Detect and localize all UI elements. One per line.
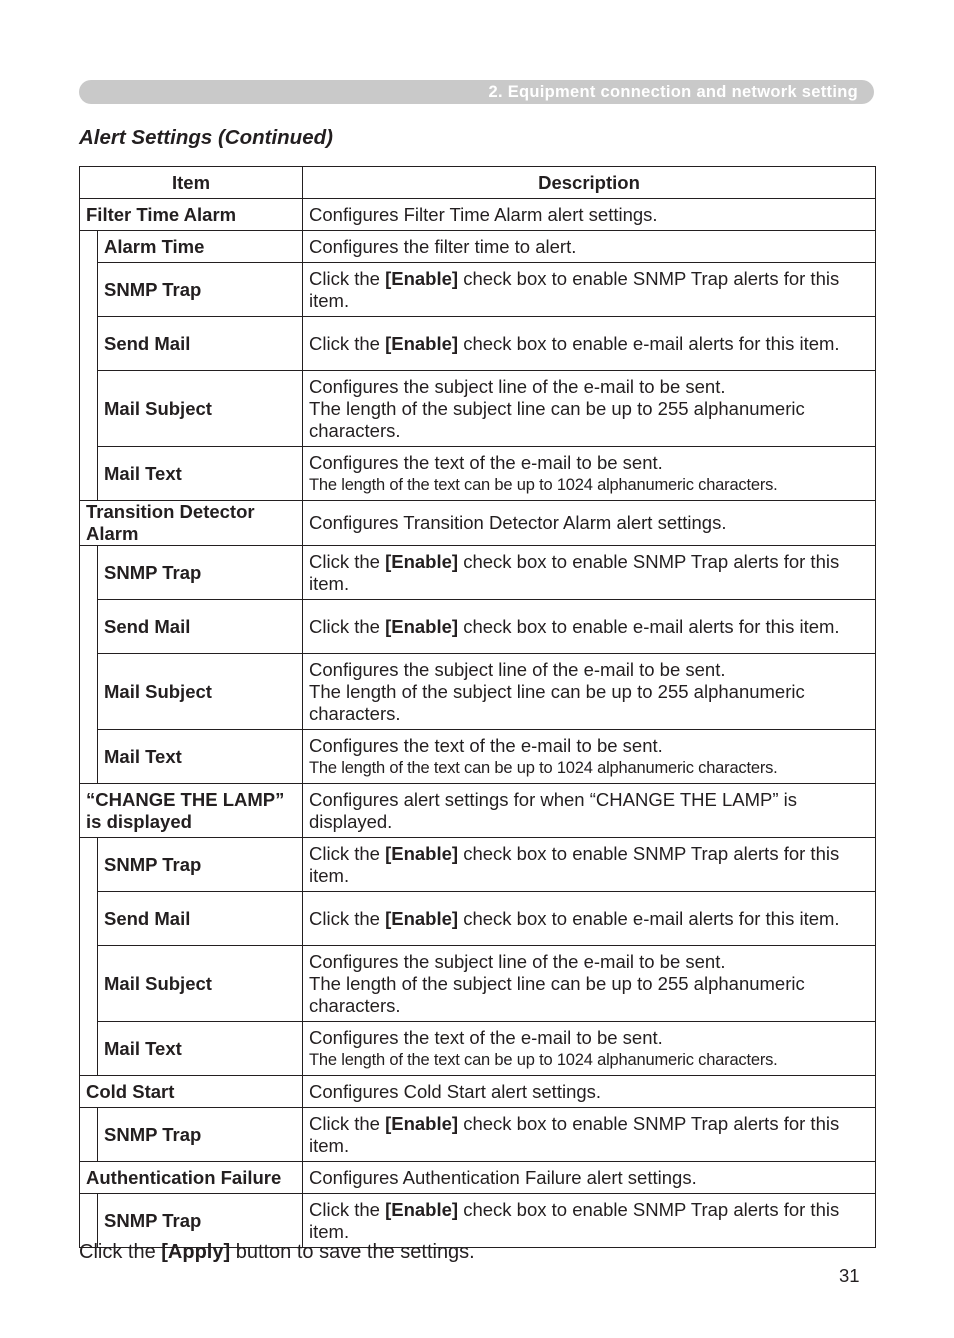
group-item-cold-start: Cold Start [80, 1076, 303, 1108]
sub-item-alarm-time: Alarm Time [98, 231, 303, 263]
item-description: Configures the text of the e-mail to be sent. The length of the text can be up to 1024 alphanumeric characters. [303, 1022, 876, 1076]
page-number: 31 [839, 1265, 860, 1286]
item-description: Configures the subject line of the e-mail to be sent. The length of the subject line can be up to 255 alphanumeric characters. [303, 946, 876, 1022]
section-header-bar [79, 80, 874, 104]
table-row [80, 263, 876, 317]
table-row [80, 838, 876, 892]
table-row [80, 371, 876, 447]
sub-item-mail-text: Mail Text [98, 1022, 303, 1076]
table-row [80, 654, 876, 730]
sub-item-snmp-trap: SNMP Trap [98, 838, 303, 892]
item-description: Click the [Enable] check box to enable SNMP Trap alerts for this item. [303, 546, 876, 600]
group-item-authentication-failure: Authentication Failure [80, 1162, 303, 1194]
sub-item-snmp-trap: SNMP Trap [98, 1194, 303, 1248]
table-header-row [80, 167, 876, 199]
sub-item-send-mail: Send Mail [98, 600, 303, 654]
group-description: Configures Transition Detector Alarm alert settings. [303, 501, 876, 546]
group-description: Configures alert settings for when “CHANGE THE LAMP” is displayed. [303, 784, 876, 838]
table-row [80, 946, 876, 1022]
table-row [80, 784, 876, 838]
table-row [80, 1022, 876, 1076]
group-item-change-the-lamp: “CHANGE THE LAMP” is displayed [80, 784, 303, 838]
table-row [80, 546, 876, 600]
sub-item-mail-text: Mail Text [98, 447, 303, 501]
column-header-description: Description [303, 167, 876, 199]
item-description: Click the [Enable] check box to enable SNMP Trap alerts for this item. [303, 838, 876, 892]
indent-spacer [80, 231, 98, 501]
item-description: Configures the text of the e-mail to be sent. The length of the text can be up to 1024 alphanumeric characters. [303, 730, 876, 784]
table-row [80, 317, 876, 371]
item-description: Configures the subject line of the e-mail to be sent. The length of the subject line can be up to 255 alphanumeric characters. [303, 654, 876, 730]
table-row [80, 231, 876, 263]
group-description: Configures Authentication Failure alert settings. [303, 1162, 876, 1194]
item-description: Click the [Enable] check box to enable SNMP Trap alerts for this item. [303, 1194, 876, 1248]
item-description: Configures the subject line of the e-mail to be sent. The length of the subject line can be up to 255 alphanumeric characters. [303, 371, 876, 447]
item-description: Click the [Enable] check box to enable SNMP Trap alerts for this item. [303, 263, 876, 317]
item-description: Configures the text of the e-mail to be sent. The length of the text can be up to 1024 alphanumeric characters. [303, 447, 876, 501]
table-row [80, 501, 876, 546]
table-row [80, 1108, 876, 1162]
sub-item-snmp-trap: SNMP Trap [98, 263, 303, 317]
table-row [80, 600, 876, 654]
apply-instruction: Click the [Apply] button to save the settings. [79, 1241, 475, 1263]
sub-item-snmp-trap: SNMP Trap [98, 1108, 303, 1162]
table-row [80, 892, 876, 946]
indent-spacer [80, 838, 98, 1076]
table-row [80, 730, 876, 784]
table-row [80, 1194, 876, 1248]
sub-item-mail-subject: Mail Subject [98, 371, 303, 447]
table-row [80, 1076, 876, 1108]
apply-label: [Apply] [161, 1241, 231, 1263]
column-header-item: Item [80, 167, 303, 199]
group-item-transition-detector-alarm: Transition Detector Alarm [80, 501, 303, 546]
sub-item-send-mail: Send Mail [98, 892, 303, 946]
group-description: Configures Cold Start alert settings. [303, 1076, 876, 1108]
group-item-filter-time-alarm: Filter Time Alarm [80, 199, 303, 231]
indent-spacer [80, 1108, 98, 1162]
alert-settings-table [79, 166, 876, 1248]
indent-spacer [80, 1194, 98, 1248]
table-row [80, 447, 876, 501]
section-header-label: 2. Equipment connection and network setting [488, 83, 858, 101]
sub-item-send-mail: Send Mail [98, 317, 303, 371]
page-title: Alert Settings (Continued) [79, 126, 333, 149]
sub-item-mail-subject: Mail Subject [98, 946, 303, 1022]
item-description: Configures the filter time to alert. [303, 231, 876, 263]
sub-item-mail-subject: Mail Subject [98, 654, 303, 730]
sub-item-snmp-trap: SNMP Trap [98, 546, 303, 600]
table-row [80, 199, 876, 231]
item-description: Click the [Enable] check box to enable SNMP Trap alerts for this item. [303, 1108, 876, 1162]
sub-item-mail-text: Mail Text [98, 730, 303, 784]
indent-spacer [80, 546, 98, 784]
item-description: Click the [Enable] check box to enable e-mail alerts for this item. [303, 317, 876, 371]
table-row [80, 1162, 876, 1194]
item-description: Click the [Enable] check box to enable e-mail alerts for this item. [303, 600, 876, 654]
group-description: Configures Filter Time Alarm alert settings. [303, 199, 876, 231]
item-description: Click the [Enable] check box to enable e-mail alerts for this item. [303, 892, 876, 946]
